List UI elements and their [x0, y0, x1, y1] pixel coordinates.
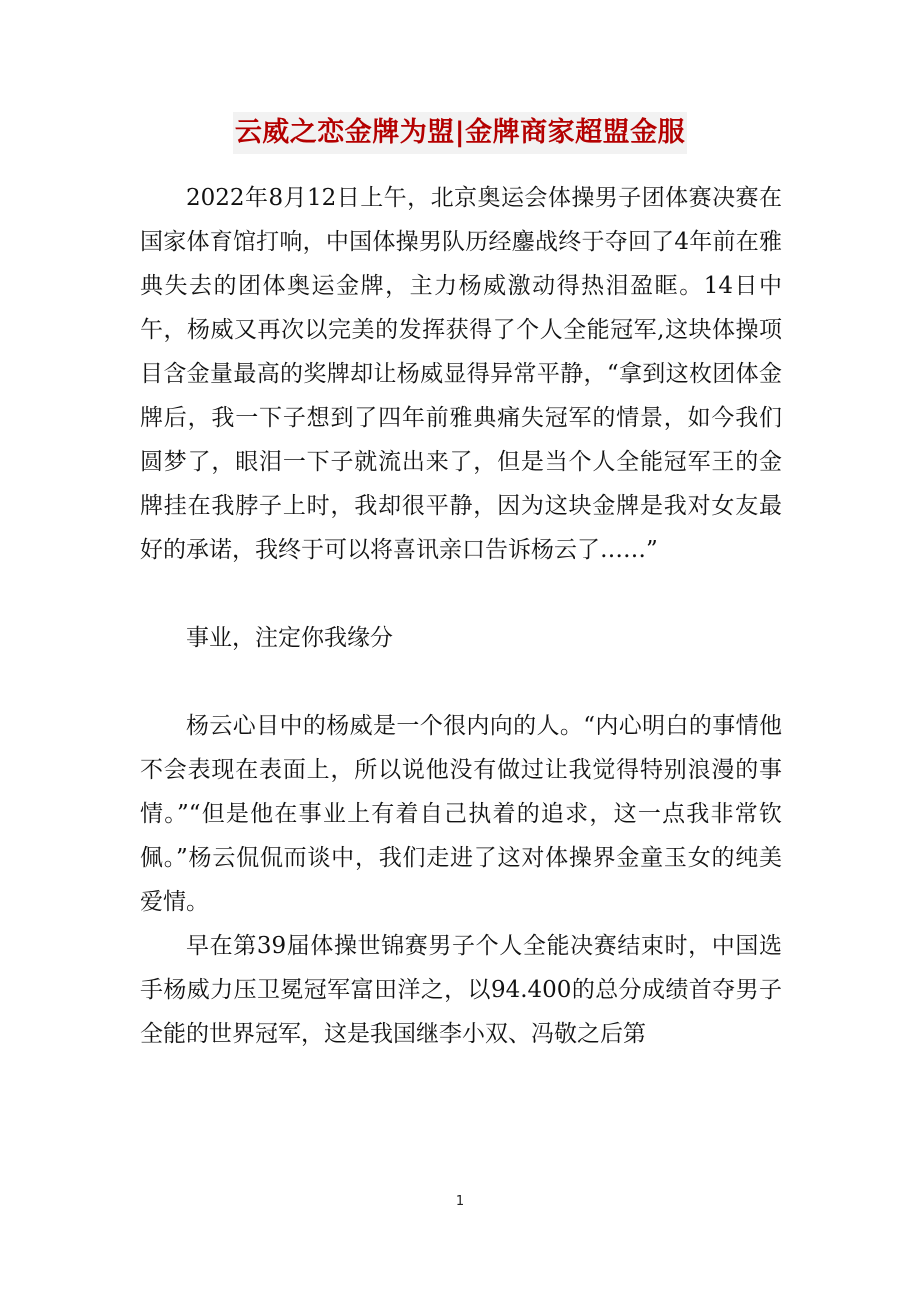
- body-paragraph-1: 2022年8月12日上午，北京奥运会体操男子团体赛决赛在国家体育馆打响，中国体操男队历经鏖战终于夺回了4年前在雅典失去的团体奥运金牌，主力杨威激动得热泪盈眶。14日中午，杨威又再次以完美的发挥获得了个人全能冠军,这块体操项目含金量最高的奖牌却让杨威显得异常平静，“拿到这枚团体金牌后，我一下子想到了四年前雅典痛失冠军的情景，如今我们圆梦了，眼泪一下子就流出来了，但是当个人全能冠军王的金牌挂在我脖子上时，我却很平静，因为这块金牌是我对女友最好的承诺，我终于可以将喜讯亲口告诉杨云了……”: [140, 185, 782, 563]
- body-paragraph-3: 早在第39届体操世锦赛男子个人全能决赛结束时，中国选手杨威力压卫冕冠军富田洋之，以94.400的总分成绩首夺男子全能的世界冠军，这是我国继李小双、冯敬之后第: [140, 933, 782, 1047]
- document-body: [140, 176, 782, 1056]
- paragraph-spacer: [140, 660, 782, 704]
- document-title: 云威之恋金牌为盟|金牌商家超盟金服: [233, 112, 687, 154]
- page-number: 1: [455, 1194, 465, 1209]
- body-paragraph-2: 杨云心目中的杨威是一个很内向的人。“内心明白的事情他不会表现在表面上，所以说他没有做过让我觉得特别浪漫的事情。”“但是他在事业上有着自己执着的追求，这一点我非常钦佩。”杨云侃侃而谈中，我们走进了这对体操界金童玉女的纯美爱情。: [140, 713, 782, 915]
- section-heading: 事业，注定你我缘分: [186, 625, 393, 651]
- paragraph-spacer: [140, 572, 782, 616]
- title-container: [0, 112, 920, 154]
